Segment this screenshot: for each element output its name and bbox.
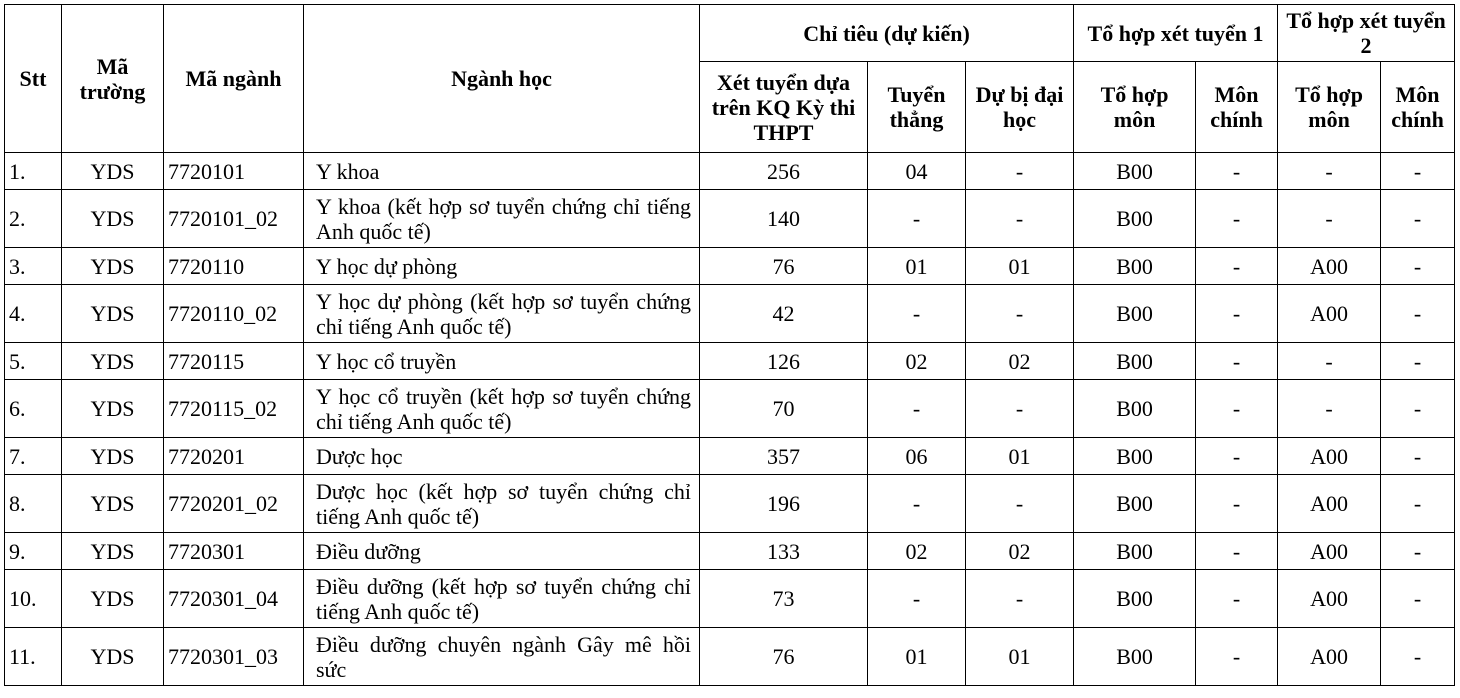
cell-th1-mon: B00 [1074, 153, 1196, 190]
cell-du-bi: - [966, 380, 1074, 438]
cell-tuyen-thang: 04 [868, 153, 966, 190]
cell-thpt: 70 [700, 380, 868, 438]
cell-ma-truong: YDS [62, 153, 164, 190]
cell-ma-truong: YDS [62, 248, 164, 285]
header-stt: Stt [5, 5, 62, 153]
cell-th2-chinh: - [1381, 628, 1455, 686]
cell-ma-truong: YDS [62, 343, 164, 380]
cell-th2-chinh: - [1381, 190, 1455, 248]
cell-stt: 7. [5, 438, 62, 475]
table-row [5, 380, 1455, 438]
cell-thpt: 73 [700, 570, 868, 628]
cell-th2-mon: - [1278, 153, 1381, 190]
header-tuyen-thang: Tuyển thẳng [868, 62, 966, 153]
cell-stt: 2. [5, 190, 62, 248]
cell-tuyen-thang: - [868, 380, 966, 438]
cell-th1-mon: B00 [1074, 438, 1196, 475]
cell-nganh-hoc: Y khoa [304, 153, 700, 190]
cell-ma-truong: YDS [62, 475, 164, 533]
cell-thpt: 76 [700, 248, 868, 285]
header-to-hop-2: Tổ hợp xét tuyển 2 [1278, 5, 1455, 62]
cell-du-bi: 01 [966, 248, 1074, 285]
table-body [5, 153, 1455, 686]
table-row [5, 438, 1455, 475]
cell-thpt: 76 [700, 628, 868, 686]
cell-tuyen-thang: - [868, 570, 966, 628]
cell-du-bi: 01 [966, 628, 1074, 686]
cell-th2-chinh: - [1381, 380, 1455, 438]
header-to-hop-1: Tổ hợp xét tuyển 1 [1074, 5, 1278, 62]
cell-th2-mon: A00 [1278, 533, 1381, 570]
cell-tuyen-thang: - [868, 475, 966, 533]
cell-stt: 6. [5, 380, 62, 438]
cell-ma-nganh: 7720110_02 [164, 285, 304, 343]
cell-tuyen-thang: 06 [868, 438, 966, 475]
table-row [5, 628, 1455, 686]
cell-stt: 5. [5, 343, 62, 380]
cell-thpt: 126 [700, 343, 868, 380]
cell-ma-nganh: 7720115_02 [164, 380, 304, 438]
header-ma-nganh: Mã ngành [164, 5, 304, 153]
cell-th1-chinh: - [1196, 628, 1278, 686]
cell-th2-chinh: - [1381, 533, 1455, 570]
cell-th1-chinh: - [1196, 190, 1278, 248]
header-to-hop-2-mon: Tổ hợp môn [1278, 62, 1381, 153]
cell-ma-truong: YDS [62, 438, 164, 475]
cell-th1-chinh: - [1196, 343, 1278, 380]
cell-nganh-hoc: Y học dự phòng [304, 248, 700, 285]
cell-ma-nganh: 7720101_02 [164, 190, 304, 248]
cell-du-bi: 02 [966, 533, 1074, 570]
cell-th2-mon: - [1278, 343, 1381, 380]
cell-du-bi: - [966, 285, 1074, 343]
cell-thpt: 357 [700, 438, 868, 475]
cell-th2-mon: - [1278, 190, 1381, 248]
cell-th1-mon: B00 [1074, 380, 1196, 438]
cell-nganh-hoc: Điều dưỡng chuyên ngành Gây mê hồi sức [304, 628, 700, 686]
table-row [5, 343, 1455, 380]
header-ma-truong: Mã trường [62, 5, 164, 153]
table-header [5, 5, 1455, 153]
cell-thpt: 42 [700, 285, 868, 343]
cell-th2-chinh: - [1381, 343, 1455, 380]
cell-du-bi: - [966, 190, 1074, 248]
cell-nganh-hoc: Dược học (kết hợp sơ tuyển chứng chỉ tiếng Anh quốc tế) [304, 475, 700, 533]
cell-nganh-hoc: Y học cổ truyền [304, 343, 700, 380]
cell-ma-truong: YDS [62, 190, 164, 248]
cell-th2-mon: A00 [1278, 438, 1381, 475]
cell-nganh-hoc: Y khoa (kết hợp sơ tuyển chứng chỉ tiếng Anh quốc tế) [304, 190, 700, 248]
table-row [5, 285, 1455, 343]
admissions-quota-table [4, 4, 1455, 686]
cell-th1-mon: B00 [1074, 343, 1196, 380]
cell-ma-nganh: 7720201 [164, 438, 304, 475]
cell-tuyen-thang: 02 [868, 343, 966, 380]
cell-du-bi: 02 [966, 343, 1074, 380]
cell-ma-nganh: 7720301_04 [164, 570, 304, 628]
cell-tuyen-thang: - [868, 285, 966, 343]
cell-stt: 4. [5, 285, 62, 343]
cell-ma-nganh: 7720110 [164, 248, 304, 285]
cell-ma-truong: YDS [62, 570, 164, 628]
cell-th1-chinh: - [1196, 475, 1278, 533]
table-row [5, 570, 1455, 628]
cell-th1-chinh: - [1196, 285, 1278, 343]
cell-th1-mon: B00 [1074, 190, 1196, 248]
cell-th2-chinh: - [1381, 285, 1455, 343]
cell-th1-mon: B00 [1074, 533, 1196, 570]
cell-th2-mon: A00 [1278, 628, 1381, 686]
table-row [5, 475, 1455, 533]
cell-th2-mon: A00 [1278, 285, 1381, 343]
cell-stt: 11. [5, 628, 62, 686]
cell-th1-mon: B00 [1074, 285, 1196, 343]
header-to-hop-1-mon: Tổ hợp môn [1074, 62, 1196, 153]
cell-th1-mon: B00 [1074, 570, 1196, 628]
cell-th1-mon: B00 [1074, 248, 1196, 285]
cell-nganh-hoc: Dược học [304, 438, 700, 475]
cell-du-bi: - [966, 475, 1074, 533]
cell-thpt: 133 [700, 533, 868, 570]
cell-ma-truong: YDS [62, 533, 164, 570]
cell-tuyen-thang: 01 [868, 248, 966, 285]
header-to-hop-2-mon-chinh: Môn chính [1381, 62, 1455, 153]
header-to-hop-1-mon-chinh: Môn chính [1196, 62, 1278, 153]
header-chi-tieu: Chỉ tiêu (dự kiến) [700, 5, 1074, 62]
cell-ma-truong: YDS [62, 380, 164, 438]
cell-th1-chinh: - [1196, 380, 1278, 438]
cell-stt: 1. [5, 153, 62, 190]
cell-du-bi: 01 [966, 438, 1074, 475]
cell-th2-mon: A00 [1278, 248, 1381, 285]
cell-ma-nganh: 7720301_03 [164, 628, 304, 686]
table-row [5, 190, 1455, 248]
cell-thpt: 196 [700, 475, 868, 533]
cell-tuyen-thang: 02 [868, 533, 966, 570]
cell-nganh-hoc: Y học cổ truyền (kết hợp sơ tuyển chứng chỉ tiếng Anh quốc tế) [304, 380, 700, 438]
cell-th2-chinh: - [1381, 475, 1455, 533]
cell-th2-mon: A00 [1278, 570, 1381, 628]
cell-th1-mon: B00 [1074, 475, 1196, 533]
cell-th1-chinh: - [1196, 533, 1278, 570]
cell-nganh-hoc: Điều dưỡng [304, 533, 700, 570]
cell-th1-chinh: - [1196, 570, 1278, 628]
cell-tuyen-thang: - [868, 190, 966, 248]
cell-th1-chinh: - [1196, 153, 1278, 190]
header-nganh-hoc: Ngành học [304, 5, 700, 153]
cell-ma-nganh: 7720101 [164, 153, 304, 190]
cell-th2-chinh: - [1381, 438, 1455, 475]
cell-th2-mon: - [1278, 380, 1381, 438]
cell-ma-truong: YDS [62, 628, 164, 686]
cell-ma-truong: YDS [62, 285, 164, 343]
table-row [5, 533, 1455, 570]
cell-stt: 8. [5, 475, 62, 533]
cell-thpt: 140 [700, 190, 868, 248]
cell-tuyen-thang: 01 [868, 628, 966, 686]
cell-th2-chinh: - [1381, 248, 1455, 285]
header-row-1 [5, 5, 1455, 62]
cell-du-bi: - [966, 153, 1074, 190]
cell-ma-nganh: 7720301 [164, 533, 304, 570]
cell-ma-nganh: 7720201_02 [164, 475, 304, 533]
cell-thpt: 256 [700, 153, 868, 190]
cell-th2-chinh: - [1381, 153, 1455, 190]
cell-stt: 9. [5, 533, 62, 570]
cell-ma-nganh: 7720115 [164, 343, 304, 380]
cell-th1-mon: B00 [1074, 628, 1196, 686]
table-row [5, 248, 1455, 285]
cell-th2-chinh: - [1381, 570, 1455, 628]
header-du-bi-dai-hoc: Dự bị đại học [966, 62, 1074, 153]
header-xet-tuyen-thpt: Xét tuyển dựa trên KQ Kỳ thi THPT [700, 62, 868, 153]
cell-th1-chinh: - [1196, 438, 1278, 475]
cell-du-bi: - [966, 570, 1074, 628]
cell-nganh-hoc: Điều dưỡng (kết hợp sơ tuyển chứng chỉ tiếng Anh quốc tế) [304, 570, 700, 628]
cell-th2-mon: A00 [1278, 475, 1381, 533]
cell-stt: 3. [5, 248, 62, 285]
cell-stt: 10. [5, 570, 62, 628]
cell-nganh-hoc: Y học dự phòng (kết hợp sơ tuyển chứng chỉ tiếng Anh quốc tế) [304, 285, 700, 343]
cell-th1-chinh: - [1196, 248, 1278, 285]
table-row [5, 153, 1455, 190]
